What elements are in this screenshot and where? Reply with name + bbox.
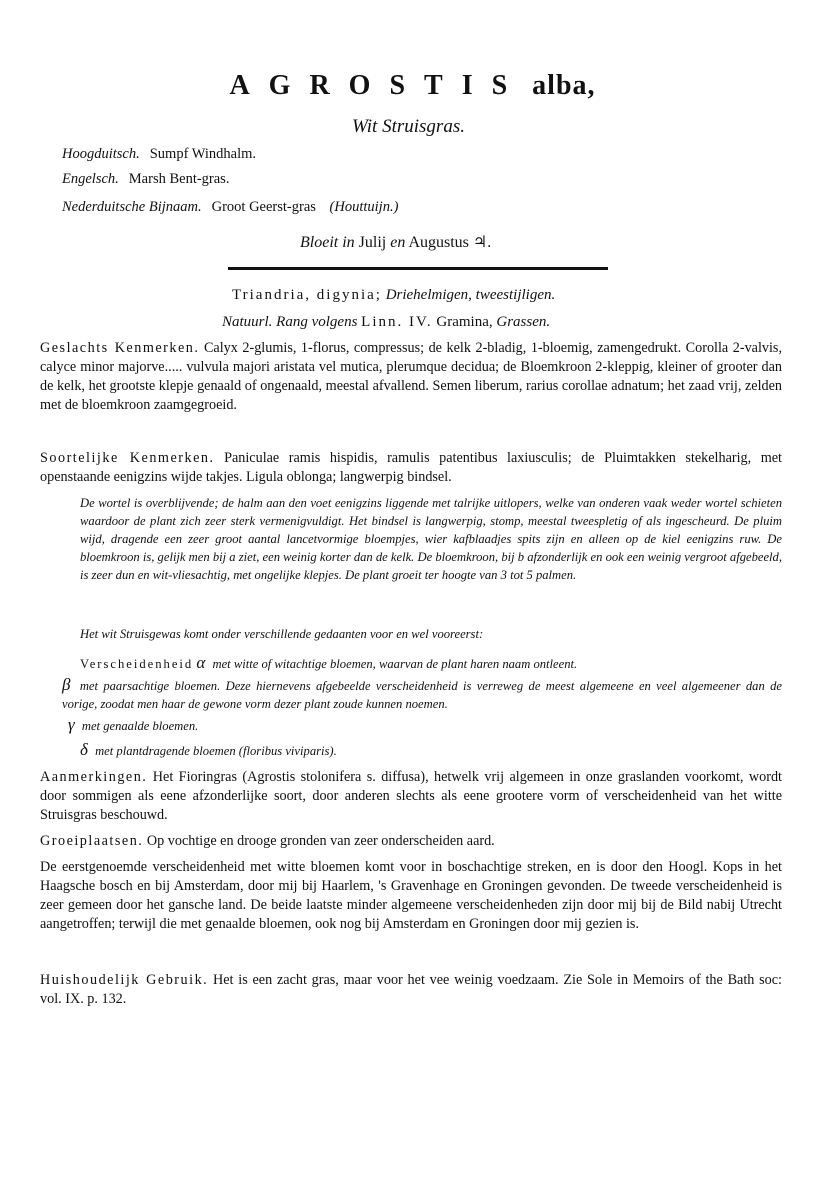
section-heading: Groeiplaatsen. xyxy=(40,833,144,849)
habitats xyxy=(40,832,782,851)
perennial-symbol: ♃. xyxy=(472,234,492,251)
classification-line-1 xyxy=(232,287,555,304)
dutch-name: Wit Struisgras. xyxy=(352,116,465,137)
variety-text: met genaalde bloemen. xyxy=(81,719,199,733)
bloom-mid: en xyxy=(390,234,406,251)
family-dutch: Grassen. xyxy=(496,314,551,330)
variety-text: met plantdragende bloemen (floribus viviparis). xyxy=(95,744,337,758)
bloom-month-2: Augustus xyxy=(408,234,469,251)
variety-gamma xyxy=(68,715,198,735)
section-heading: Soortelijke Kenmerken. xyxy=(40,450,215,466)
lang-label: Nederduitsche Bijnaam. xyxy=(62,199,202,215)
section-heading: Huishoudelijk Gebruik. xyxy=(40,972,209,988)
bloom-period xyxy=(300,232,491,252)
genus-name: AGROSTIS xyxy=(229,70,527,101)
family-latin: Gramina, xyxy=(436,314,493,330)
section-heading: Geslachts Kenmerken. xyxy=(40,340,200,356)
plant-description: De wortel is overblijvende; de halm aan den voet eenigzins liggende met talrijke uitlopers, welke van onderen vaak weder wortel schieten waardoor de plant zich zeer sterk vermenigvuldigt. Het bindsel is langwerpig, stomp, meestal tweespletig of als ingescheurd. De pluim wijd, dragende een zeer groot aantal lancetvormige bloempjes, wier kafblaadjes spits zijn en alleen op de kiel eenigzins ruw. De bloemkroon is, gelijk men bij a ziet, een weinig korter dan de kelk. De bloemkroon, bij b afzonderlijk en ook een weinig vergroot afgebeeld, is zeer dun en wit-vliesachtig, met ongelijke klepjes. De plant groeit ter hoogte van 3 tot 5 palmen. xyxy=(80,496,782,582)
bloom-lead: Bloeit in xyxy=(300,234,355,251)
vernacular-dutch xyxy=(62,199,398,216)
variety-lead: Verscheidenheid xyxy=(80,657,194,671)
vernacular-value: Groot Geerst-gras xyxy=(211,199,316,215)
section-divider xyxy=(228,267,608,270)
bloom-month-1: Julij xyxy=(358,234,387,251)
variety-alpha xyxy=(80,653,577,673)
vernacular-english xyxy=(62,171,229,188)
variety-delta xyxy=(80,740,337,760)
variety-text: met witte of witachtige bloemen, waarvan de plant haren naam ontleent. xyxy=(212,657,578,671)
classification-line-2 xyxy=(222,314,550,331)
vernacular-note: (Houttuijn.) xyxy=(329,199,399,215)
varieties-intro: Het wit Struisgewas komt onder verschillende gedaanten voor en wel vooreerst: xyxy=(80,627,484,641)
vernacular-value: Marsh Bent-gras. xyxy=(128,171,230,187)
habitat-details: De eerstgenoemde verscheidenheid met witte bloemen komt voor in boschachtige streken, en is door den Hoogl. Kops in het Haagsche bosch en bij Amsterdam, door mij bij Haarlem, 's Gravenhage en Groningen gevonden. De tweede verscheidenheid is zeer gemeen door het gansche land. De beide laatste minder algemeene verscheidenheden zijn door mij bij de Bild nabij Utrecht aangetroffen; terwijl die met genaalde bloemen, ook nog bij Amsterdam en Groningen door mij gezien is. xyxy=(40,859,782,932)
vernacular-value: Sumpf Windhalm. xyxy=(149,146,257,162)
variety-text: met paarsachtige bloemen. Deze hiernevens afgebeelde verscheidenheid is verreweg de meest algemeene en veel algemeener dan de vorige, zoodat men haar de gewone vorm dezer plant zoude kunnen noemen. xyxy=(62,679,782,711)
genus-characters xyxy=(40,339,782,415)
section-text: Het is een zacht gras, maar voor het vee weinig voedzaam. Zie Sole in Memoirs of the Bath soc: vol. IX. p. 132. xyxy=(40,972,782,1007)
section-text: Het Fioringras (Agrostis stolonifera s. diffusa), hetwelk vrij algemeen in onze graslanden voorkomt, wordt door sommigen als eene afzonderlijke soort, door anderen slechts als eene grootere vorm of verscheidenheid van het witte Struisgras beschouwd. xyxy=(40,769,782,823)
lang-label: Engelsch. xyxy=(62,171,119,187)
variety-beta xyxy=(62,676,782,713)
natural-rank-label: Natuurl. Rang volgens xyxy=(222,314,358,330)
section-text: Op vochtige en drooge gronden van zeer onderscheiden aard. xyxy=(146,833,495,849)
species-characters xyxy=(40,449,782,487)
linnaean-class-dutch: Driehelmigen, tweestijligen. xyxy=(385,287,556,303)
economic-use xyxy=(40,971,782,1009)
linnaean-class: Triandria, digynia; xyxy=(232,287,382,303)
variety-symbol: γ xyxy=(68,715,75,734)
variety-symbol: β xyxy=(62,675,71,694)
remarks xyxy=(40,768,782,825)
lang-label: Hoogduitsch. xyxy=(62,146,140,162)
page-title xyxy=(0,70,825,102)
vernacular-german xyxy=(62,146,256,163)
variety-symbol: δ xyxy=(80,740,88,759)
section-heading: Aanmerkingen. xyxy=(40,769,148,785)
variety-symbol: α xyxy=(196,653,206,672)
section-text: Calyx 2-glumis, 1-florus, compressus; de kelk 2-bladig, 1-bloemig, zamengedrukt. Corolla 2-valvis, calyce minor majorve..... vulvula majori aristata vel mutica, plerumque decidua; de Bloemkroon 2-kleppig, kleiner of grooter dan de kelk, het grootste klepje genaald of ongenaald, meestal afvallend. Semen liberum, rarius corollae adnatum; het zaad vrij, zelden met de bloemkroon zaamgegroeid. xyxy=(40,340,783,413)
species-name: alba, xyxy=(532,70,596,101)
section-text: Paniculae ramis hispidis, ramulis patentibus laxiusculis; de Pluimtakken stekelharig, met openstaande eenigzins wijde takjes. Ligula oblonga; langwerpig bindsel. xyxy=(40,450,783,485)
natural-rank-value: Linn. IV. xyxy=(361,314,433,330)
